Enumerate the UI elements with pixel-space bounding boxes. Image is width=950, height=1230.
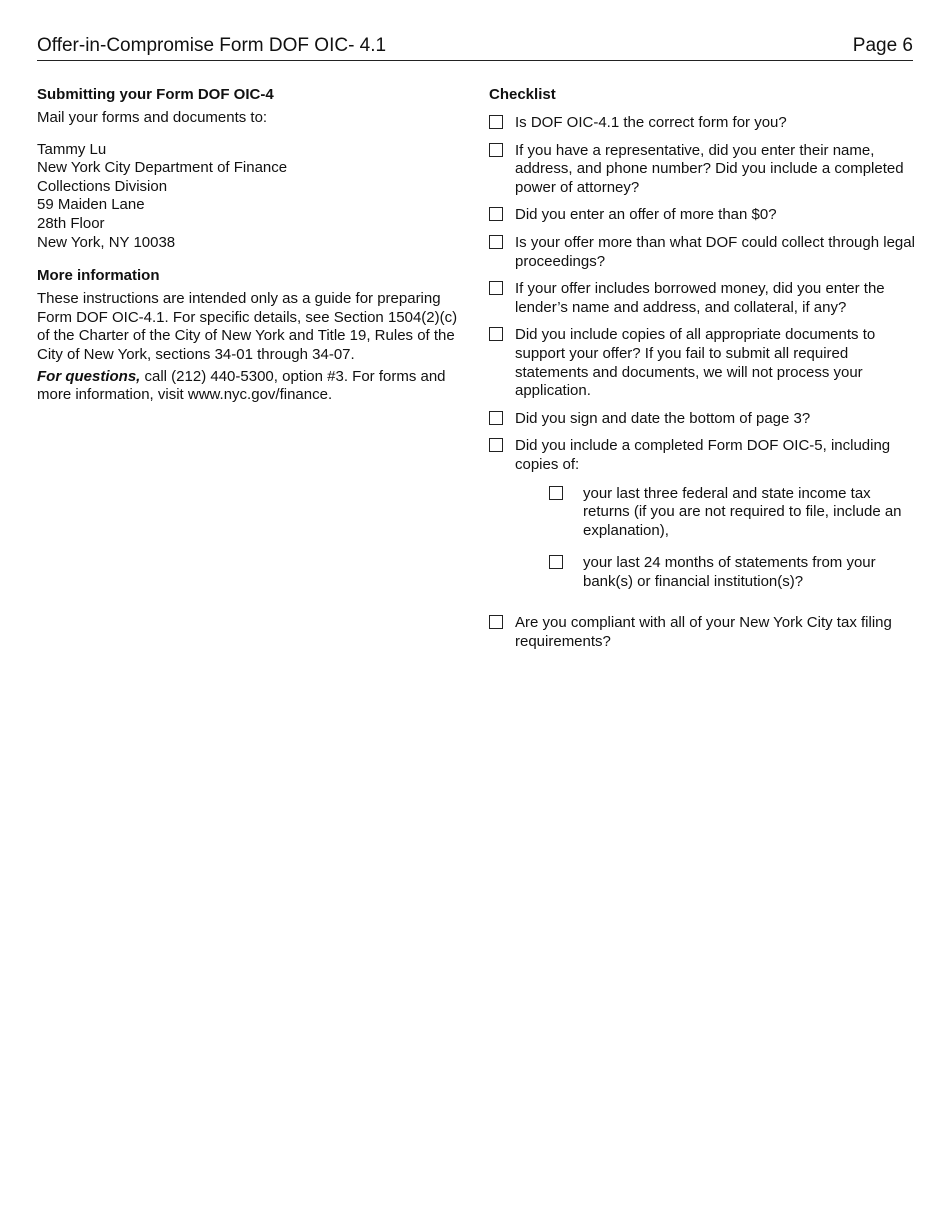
checkbox[interactable]	[489, 235, 503, 249]
sub-checklist-item-text: your last 24 months of statements from your bank(s) or financial institution(s)?	[583, 554, 876, 590]
checklist-item	[489, 114, 919, 133]
checklist-item-text: Did you enter an offer of more than $0?	[515, 206, 777, 224]
questions-contact: call (212) 440-5300, option #3. For forms and more information, visit www.nyc.gov/finance.	[37, 367, 446, 404]
checklist-section	[489, 85, 919, 661]
checkbox[interactable]	[549, 555, 563, 569]
checklist-item	[489, 206, 919, 225]
address-line: New York, NY 10038	[37, 233, 176, 251]
checkbox[interactable]	[489, 207, 503, 221]
checklist-item-text: Did you sign and date the bottom of page 3?	[515, 409, 811, 427]
checklist-heading: Checklist	[489, 86, 556, 103]
page-header	[37, 34, 913, 61]
questions-lead: For questions,	[37, 367, 141, 385]
address-line: Tammy Lu	[37, 140, 107, 158]
sub-checklist-item	[549, 554, 919, 591]
page-number: Page 6	[852, 35, 913, 56]
mail-instructions: Mail your forms and documents to:	[37, 109, 268, 126]
checklist-item	[489, 614, 919, 651]
more-information-heading: More information	[37, 267, 160, 285]
checklist-item	[489, 410, 919, 429]
checklist-item-body	[515, 437, 919, 605]
address-line: 28th Floor	[37, 214, 105, 232]
checklist-item-text: If you have a representative, did you enter their name, address, and phone number? Did you include a completed power of attorney?	[515, 141, 904, 196]
checklist-item-text: Is DOF OIC-4.1 the correct form for you?	[515, 114, 787, 131]
questions-text	[37, 368, 469, 405]
mailing-address	[37, 141, 469, 253]
checklist-item	[489, 326, 919, 400]
checkbox[interactable]	[489, 327, 503, 341]
checkbox[interactable]	[489, 438, 503, 452]
checklist-item	[489, 234, 919, 271]
address-line: New York City Department of Finance	[37, 159, 288, 177]
checkbox[interactable]	[549, 486, 563, 500]
checkbox[interactable]	[489, 281, 503, 295]
checkbox[interactable]	[489, 143, 503, 157]
sub-checklist-item	[549, 485, 919, 541]
checklist-item-text: Did you include a completed Form DOF OIC-5, including copies of:	[515, 437, 891, 473]
checklist-item	[489, 142, 919, 198]
checklist-item	[489, 280, 919, 317]
checklist-item-text: Did you include copies of all appropriate documents to support your offer? If you fail to submit all required statements and documents, we will not process your application.	[515, 326, 876, 400]
checklist-item-text: Is your offer more than what DOF could collect through legal proceedings?	[515, 233, 915, 270]
checkbox[interactable]	[489, 411, 503, 425]
checklist-item	[489, 437, 919, 605]
sub-checklist-item-text: your last three federal and state income tax returns (if you are not required to file, include an explanation),	[583, 484, 902, 539]
checklist-item-text: Are you compliant with all of your New York City tax filing requirements?	[515, 614, 892, 651]
more-information-text: These instructions are intended only as a guide for preparing Form DOF OIC-4.1. For specific details, see Section 1504(2)(c) of the Charter of the City of New York and Title 19, Rules of the City of New York, sections 34-01 through 34-07.	[37, 290, 458, 363]
checkbox[interactable]	[489, 615, 503, 629]
checklist-item-text: If your offer includes borrowed money, did you enter the lender’s name and address, and collateral, if any?	[515, 280, 885, 316]
sub-checklist	[515, 485, 919, 592]
address-line: 59 Maiden Lane	[37, 196, 145, 214]
submitting-heading: Submitting your Form DOF OIC-4	[37, 86, 274, 103]
left-column	[37, 85, 469, 405]
address-line: Collections Division	[37, 177, 168, 195]
checkbox[interactable]	[489, 115, 503, 129]
form-title: Offer-in-Compromise Form DOF OIC- 4.1	[37, 35, 387, 56]
